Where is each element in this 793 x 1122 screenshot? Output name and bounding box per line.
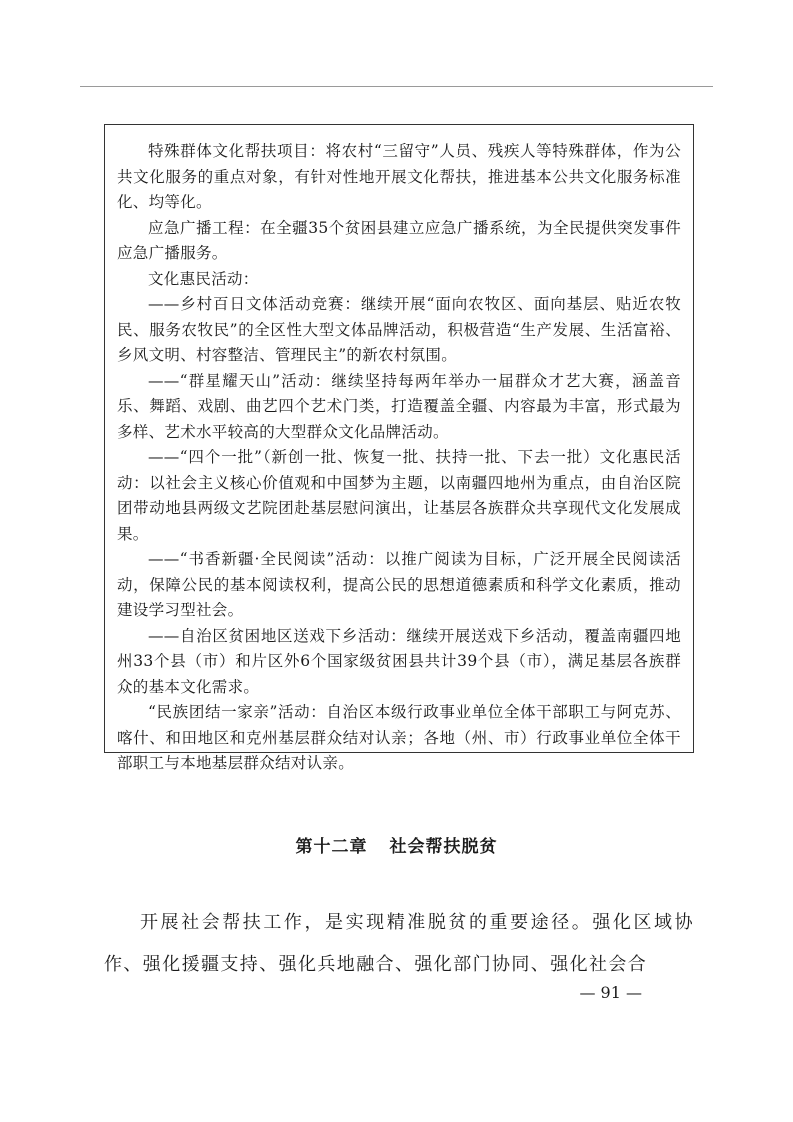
box-paragraph-culture-activities: 文化惠民活动： xyxy=(148,269,259,288)
box-paragraph-four-batches: ——“四个一批”（新创一批、恢复一批、扶持一批、下去一批）文化惠民活动：以社会主义核心价值观和中国梦为主题，以南疆四地州为重点，由自治区院团带动地县两级文艺院团赴基层慰问演出，让基层各族群众共享现代文化发展成果。 xyxy=(117,448,681,543)
body-paragraph: 开展社会帮扶工作，是实现精准脱贫的重要途径。强化区域协作、强化援疆支持、强化兵地融合、强化部门协同、强化社会合 xyxy=(104,912,694,975)
project-box xyxy=(104,124,694,772)
chapter-title: 社会帮扶脱贫 xyxy=(389,837,498,857)
box-paragraph-opera-countryside: ——自治区贫困地区送戏下乡活动：继续开展送戏下乡活动，覆盖南疆四地州33个县（市）和片区外6个国家级贫困县共计39个县（市），满足基层各族群众的基本文化需求。 xyxy=(117,626,681,696)
box-paragraph-village-contest: ——乡村百日文体活动竞赛：继续开展“面向农牧区、面向基层、贴近农牧民、服务农牧民”的全区性大型文体品牌活动，积极营造“生产发展、生活富裕、乡风文明、村容整洁、管理民主”的新农村氛围。 xyxy=(117,295,681,364)
chapter-body xyxy=(104,902,694,986)
box-paragraph-stars-tianshan: ——“群星耀天山”活动：继续坚持每两年举办一届群众才艺大赛，涵盖音乐、舞蹈、戏剧、曲艺四个艺术门类，打造覆盖全疆、内容最为丰富，形式最为多样、艺术水平较高的大型群众文化品牌活动。 xyxy=(117,371,681,441)
page-number: — 91 — xyxy=(579,983,642,1002)
header-rule xyxy=(80,86,713,87)
box-paragraph-emergency-broadcast: 应急广播工程：在全疆35个贫困县建立应急广播系统，为全民提供突发事件应急广播服务。 xyxy=(117,218,681,262)
chapter-number: 第十二章 xyxy=(295,837,368,857)
box-paragraph-ethnic-unity: “民族团结一家亲”活动：自治区本级行政事业单位全体干部职工与阿克苏、喀什、和田地区和克州基层群众结对认亲；各地（州、市）行政事业单位全体干部职工与本地基层群众结对认亲。 xyxy=(117,703,681,772)
chapter-heading xyxy=(0,832,793,857)
box-paragraph-reading: ——“书香新疆·全民阅读”活动：以推广阅读为目标，广泛开展全民阅读活动，保障公民的基本阅读权利，提高公民的思想道德素质和科学文化素质，推动建设学习型社会。 xyxy=(117,550,681,619)
box-paragraph-special-groups: 特殊群体文化帮扶项目：将农村“三留守”人员、残疾人等特殊群体，作为公共文化服务的重点对象，有针对性地开展文化帮扶，推进基本公共文化服务标准化、均等化。 xyxy=(117,142,681,211)
